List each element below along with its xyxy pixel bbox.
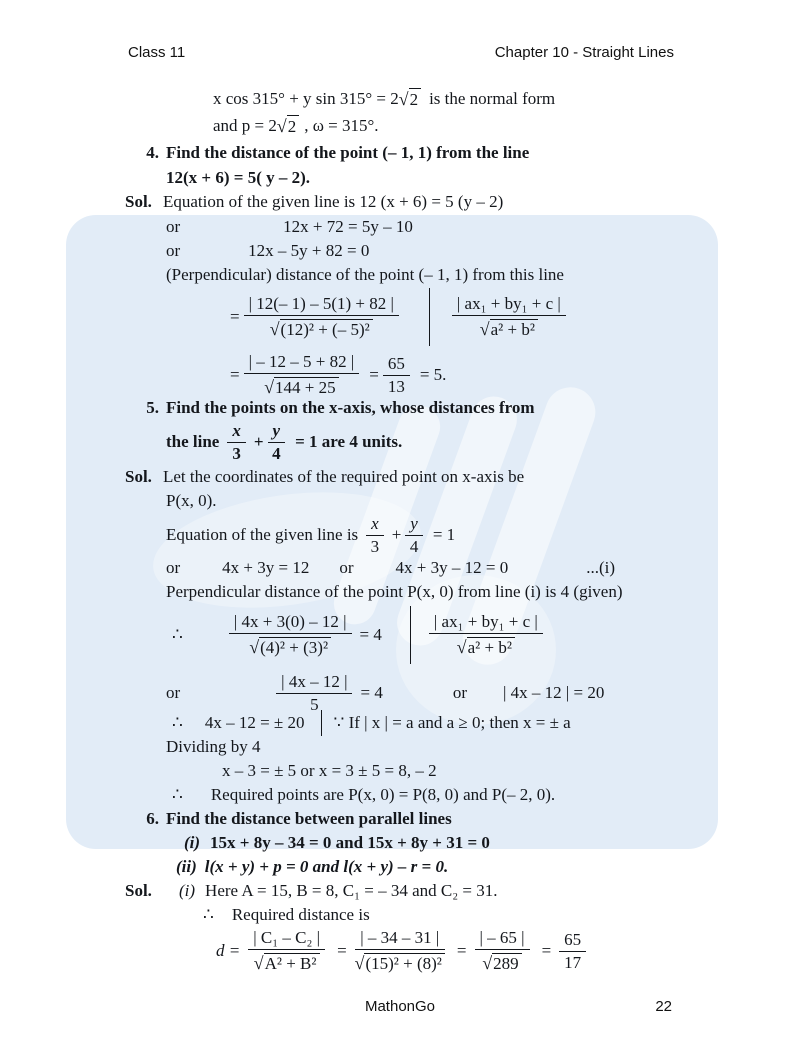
therefore-symbol: ∴ [172, 785, 183, 804]
separator-rule [410, 606, 411, 664]
sol-label: Sol. [125, 192, 152, 211]
q6-heading: 6. Find the distance between parallel lines [0, 808, 800, 831]
q6-distance-formula: d = $\frac{\text{| C₁ – C₂ |}}{\text{√A² + B²}}$ = $\frac{| - 34 - 31 |}{\text{√(15)² + (8)²}}$ = $\frac{| - 65 |}{√289}$ = $\frac{65}{17}$ [0, 928, 800, 975]
fraction: $\frac{y}{4}$ [405, 514, 423, 558]
q4-formula-2: = $\frac{| - 12 - 5 + 82 |}{√144 + 25}$ = $\frac{65}{13}$ = 5. [230, 352, 447, 398]
q6-part-ii: (ii) l(x + y) + p = 0 and l(x + y) – r = 0. [176, 857, 449, 876]
footer-page-number: 22 [655, 998, 672, 1015]
fraction: $\frac{| 4x + 3(0) - 12 |}{\text{√(4)² + (3)²}}$ [229, 612, 352, 659]
fraction: x 3 [366, 514, 384, 558]
radical-arg: 144 + 25 [274, 377, 339, 398]
q4-heading-2: 12(x + 6) = 5( y – 2). [166, 168, 311, 187]
fraction: $\frac{| 4x - 12 |}{5}$ [276, 672, 352, 716]
q5-roots-line: x – 3 = ± 5 or x = 3 ± 5 = 8, – 2 [222, 761, 437, 780]
therefore-symbol: ∴ [172, 712, 183, 732]
radical-arg: (15)² + (8)² [364, 953, 444, 974]
separator-rule [429, 288, 430, 346]
separator-rule [321, 710, 322, 736]
sol-label: Sol. [125, 881, 152, 900]
radical-arg: a² + b² [467, 637, 515, 658]
therefore-symbol: ∴ [172, 624, 183, 644]
fraction: $\frac{| 12(- 1) - 5(1) + 82 |}{\text{√(12)² + (– 5)²}}$ [244, 294, 399, 341]
radical-sign: √ [253, 953, 264, 974]
therefore-symbol: ∴ [203, 905, 214, 924]
q5-sol-line-1: Sol. Let the coordinates of the required point on x-axis be [0, 466, 800, 489]
radical-sign: √ [456, 636, 467, 657]
footer-brand: MathonGo [364, 998, 436, 1015]
q5-result-line: ∴ Required points are P(x, 0) = P(8, 0) and P(– 2, 0). [172, 785, 556, 804]
q5-sol-line-2: P(x, 0). [166, 491, 217, 510]
q5-dividing-line: Dividing by 4 [166, 737, 261, 756]
question-number: 6. [146, 809, 159, 828]
radical-arg: A² + B² [264, 953, 320, 974]
q5-heading-1: 5. Find the points on the x-axis, whose distances from [0, 397, 800, 420]
q5-perp-line: Perpendicular distance of the point P(x, 0) from line (i) is 4 (given) [166, 582, 623, 601]
question-number: 4. [146, 143, 159, 162]
part-label: (ii) [176, 857, 197, 876]
fraction: $\frac{| - 12 - 5 + 82 |}{√144 + 25}$ [244, 352, 360, 399]
header-chapter: Chapter 10 - Straight Lines [494, 44, 674, 61]
note-fraction: | ax₁ + by₁ + c | √a² + b² [429, 612, 543, 659]
radical-arg: 289 [492, 953, 522, 974]
fraction: $\frac{| - 34 - 31 |}{\text{√(15)² + (8)²}}$ [355, 928, 445, 975]
radical-sign: √ [398, 88, 409, 109]
radical-sign: √ [482, 953, 493, 974]
radical-sign: √ [264, 377, 275, 398]
radical-arg: 2 [409, 88, 422, 112]
radical-sign: √ [249, 636, 260, 657]
question-number: 5. [146, 398, 159, 417]
fraction: x 3 [227, 421, 246, 465]
radical-sign: √ [276, 115, 287, 136]
sol-label: Sol. [125, 467, 152, 486]
q4-heading-1: 4. Find the distance of the point (– 1, 1) from the line [0, 142, 800, 165]
radical-sign: √ [479, 318, 490, 339]
q5-equation-line: Equation of the given line is x 3 + $\frac{y}{4}$ = 1 [166, 514, 456, 557]
q5-formula-2: or $\frac{| 4x - 12 |}{5}$ = 4 or | 4x – 12 | = 20 [166, 672, 605, 715]
q6-required-line: ∴ Required distance is [203, 905, 370, 924]
q6-part-i: (i) 15x + 8y – 34 = 0 and 15x + 8y + 31 = 0 [184, 833, 490, 852]
radical-arg: (4)² + (3)² [259, 637, 331, 658]
q5-formula-1: ∴ $\frac{| 4x + 3(0) - 12 |}{\text{√(4)² + (3)²}}$ = 4 | ax₁ + by₁ + c | √a² + b² [0, 606, 800, 664]
fraction: $\frac{y}{4}$ [268, 421, 286, 465]
q5-heading-2: the line x 3 + $\frac{y}{4}$ = 1 are 4 units. [166, 421, 403, 464]
q6-sol-line: Sol. (i) Here A = 15, B = 8, C₁ = – 34 and C₂ = 31. [0, 880, 800, 903]
part-label: (i) [184, 833, 201, 852]
q4-or-1: or 12x + 72 = 5y – 10 [166, 217, 413, 236]
radical-sign: √ [269, 318, 280, 339]
q4-sol-line: Sol. Equation of the given line is 12 (x + 6) = 5 (y – 2) [0, 191, 800, 214]
fraction: $\frac{| - 65 |}{√289}$ [475, 928, 530, 975]
radical-arg: 2 [287, 115, 300, 139]
q5-step-line: ∴ 4x – 12 = ± 20 ∵ If | x | = a and a ≥ 0; then x = ± a [0, 710, 800, 736]
intro-line-1: x cos 315° + y sin 315° = 2 √ 2 is the normal form [0, 86, 800, 112]
radical-arg: a² + b² [490, 319, 538, 340]
fraction: $\frac{\text{| C₁ – C₂ |}}{\text{√A² + B²}}$ [248, 928, 325, 975]
fraction: $\frac{65}{13}$ [383, 354, 410, 398]
header-class: Class 11 [128, 44, 186, 61]
q5-or-line: or 4x + 3y = 12 or 4x + 3y – 12 = 0 ...(i) [166, 558, 616, 577]
radical-sign: √ [354, 953, 365, 974]
radical-arg: (12)² + (– 5)² [280, 319, 373, 340]
note-fraction: | ax₁ + by₁ + c | √a² + b² [452, 294, 566, 341]
fraction: $\frac{65}{17}$ [559, 930, 586, 974]
q4-formula-1: = $\frac{| 12(- 1) - 5(1) + 82 |}{\text{√(12)² + (– 5)²}}$ | ax₁ + by₁ + c | √a² + b² [0, 288, 800, 346]
q4-or-2: or 12x – 5y + 82 = 0 [166, 241, 370, 260]
intro-line-2: and p = 2 √ 2 , ω = 315°. [0, 113, 800, 139]
q4-perp-line: (Perpendicular) distance of the point (– 1, 1) from this line [166, 265, 564, 284]
